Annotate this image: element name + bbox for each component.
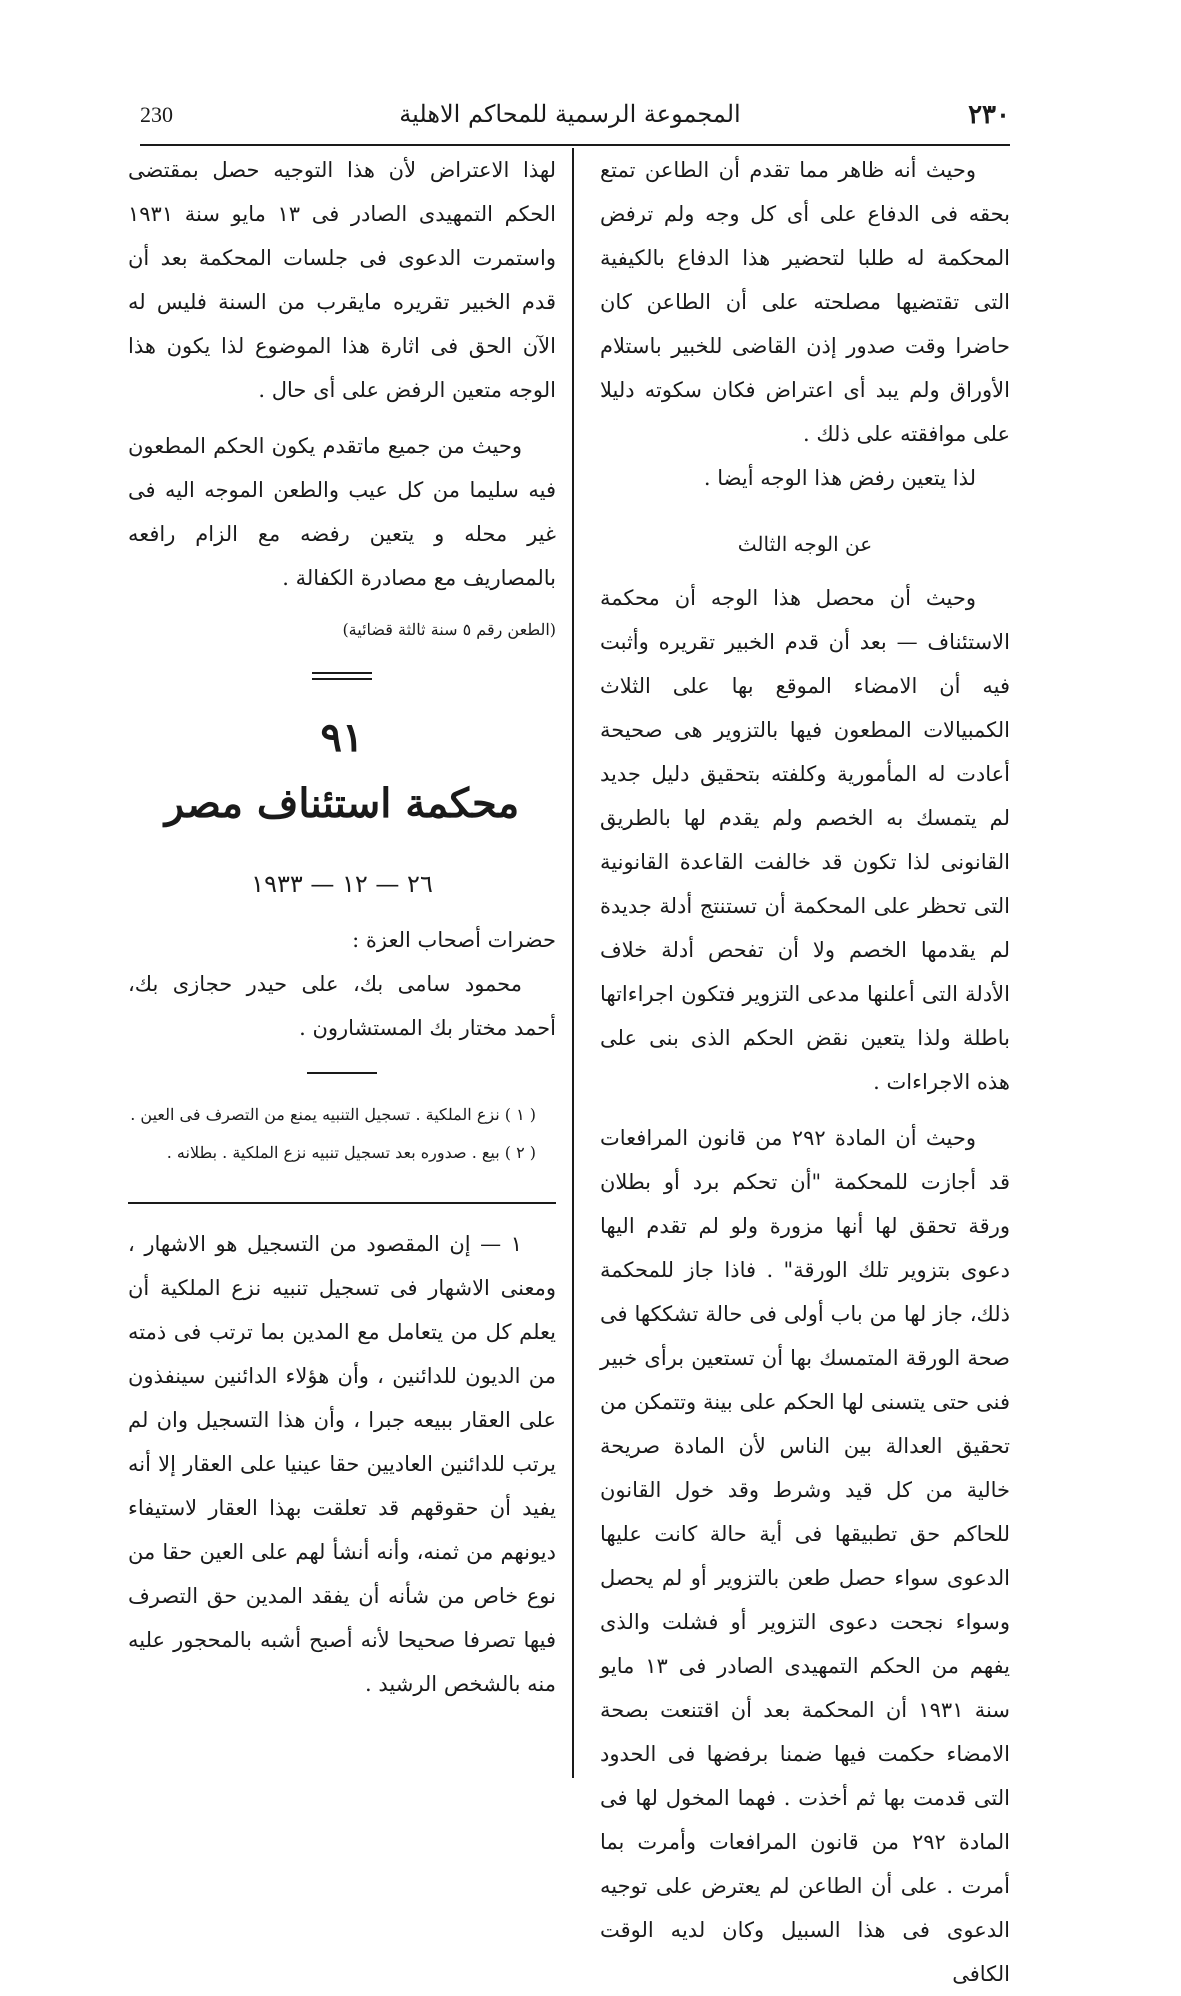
page-number-latin: 230 — [140, 102, 173, 127]
left-column — [128, 148, 556, 1706]
holding-paragraph: ١ — إن المقصود من التسجيل هو الاشهار ، ومعنى الاشهار فى تسجيل تنبيه نزع الملكية أن يعلم كل من يتعامل مع المدين بما ترتب فى ذمته من الديون للدائنين ، وأن هؤلاء الدائنين سينفذون على العقار ببيعه جبرا ، وأن هذا التسجيل وان لم يرتب للدائنين العاديين حقا عينيا على العقار إلا أنه يفيد أن حقوقهم قد تعلقت بهذا العقار لاستيفاء ديونهم من ثمنه، وأنه أنشأ لهم على العين حقا من نوع خاص من شأنه أن يفقد المدين حق التصرف فيها تصرفا صحيحا لأنه أصبح أشبه بالمحجور عليه منه بالشخص الرشيد . — [128, 1232, 556, 1696]
summary-item: ( ٢ ) بيع . صدوره بعد تسجيل تنبيه نزع الملكية . بطلانه . — [166, 1143, 536, 1162]
paragraph: لهذا الاعتراض لأن هذا التوجيه حصل بمقتضى الحكم التمهيدى الصادر فى ١٣ مايو سنة ١٩٣١ واستمرت الدعوى فى جلسات المحكمة بعد أن قدم الخبير تقريره مايقرب من السنة فليس له الآن الحق فى اثارة هذا الموضوع لذا يكون هذا الوجه متعين الرفض على أى حال . — [128, 158, 556, 402]
case-citation: (الطعن رقم ٥ سنة ثالثة قضائية) — [342, 620, 556, 639]
decision-date: ٢٦ — ١٢ — ١٩٣٣ — [251, 870, 433, 898]
court-name: محكمة استئناف مصر — [164, 780, 520, 827]
header-rule — [140, 144, 1010, 146]
paragraph: وحيث أن المادة ٢٩٢ من قانون المرافعات قد أجازت للمحكمة "أن تحكم برد أو بطلان ورقة تحقق لها أنها مزورة ولو لم تقدم اليها دعوى بتزوير تلك الورقة" . فاذا جاز للمحكمة ذلك، جاز لها من باب أولى فى حالة تشككها فى صحة الورقة المتمسك بها أن تستعين برأى خبير فنى حتى يتسنى لها الحكم على بينة وتتمكن من تحقيق العدالة بين الناس لأن المادة صريحة خالية من كل قيد وشرط وقد خول القانون للحاكم حق تطبيقها فى أية حالة كانت عليها الدعوى سواء حصل طعن بالتزوير أو لم يحصل وسواء نجحت دعوى التزوير أو فشلت والذى يفهم من الحكم التمهيدى الصادر فى ١٣ مايو سنة ١٩٣١ أن المحكمة بعد أن اقتنعت بصحة الامضاء حكمت فيها ضمنا برفضها فى الحدود التى قدمت بها ثم أخذت . فهما المخول لها فى المادة ٢٩٢ من قانون المرافعات وأمرت بما أمرت . على أن الطاعن لم يعترض على توجيه الدعوى فى هذا السبيل وكان لديه الوقت الكافى — [600, 1126, 1011, 1986]
running-title: المجموعة الرسمية للمحاكم الاهلية — [399, 100, 741, 128]
bench-intro: حضرات أصحاب العزة : — [352, 928, 556, 952]
paragraph: وحيث من جميع ماتقدم يكون الحكم المطعون فيه سليما من كل عيب والطعن الموجه اليه فى غير محله و يتعين رفضه مع الزام رافعه بالمصاريف مع مصادرة الكفالة . — [128, 434, 556, 590]
divider — [307, 1072, 377, 1074]
divider — [128, 1202, 556, 1204]
summary-item: ( ١ ) نزع الملكية . تسجيل التنبيه يمنع من التصرف فى العين . — [130, 1105, 536, 1124]
bench-members: محمود سامى بك، على حيدر حجازى بك، أحمد مختار بك المستشارون . — [128, 972, 556, 1040]
page-header — [130, 100, 1010, 140]
section-divider — [312, 672, 372, 680]
paragraph: وحيث أن محصل هذا الوجه أن محكمة الاستئناف — بعد أن قدم الخبير تقريره وأثبت فيه أن الامضاء الموقع بها على الثلاث الكمبيالات المطعون فيها بالتزوير هى صحيحة أعادت له المأمورية وكلفته بتحقيق دليل جديد لم يتمسك به الخصم ولم يقدم لها بالطريق القانونى لذا تكون قد خالفت القاعدة القانونية التى تحظر على المحكمة أن تستنتج أدلة جديدة لم يقدمها الخصم ولا أن تفحص أدلة خلاف الأدلة التى أعلنها مدعى التزوير فتكون اجراءاتها باطلة ولذا يتعين نقض الحكم الذى بنى على هذه الاجراءات . — [600, 586, 1010, 1094]
section-heading: عن الوجه الثالث — [737, 532, 873, 556]
paragraph: لذا يتعين رفض هذا الوجه أيضا . — [703, 466, 976, 490]
page-number-arabic: ٢٣٠ — [968, 100, 1010, 130]
paragraph: وحيث أنه ظاهر مما تقدم أن الطاعن تمتع بحقه فى الدفاع على أى كل وجه ولم ترفض المحكمة له طلبا لتحضير هذا الدفاع بالكيفية التى تقتضيها مصلحته على أن الطاعن كان حاضرا وقت صدور إذن القاضى للخبير باستلام الأوراق ولم يبد أى اعتراض فكان سكوته دليلا على موافقته على ذلك . — [600, 158, 1010, 446]
case-number: ٩١ — [320, 714, 364, 761]
right-column — [600, 148, 1010, 1996]
column-divider — [572, 148, 574, 1778]
